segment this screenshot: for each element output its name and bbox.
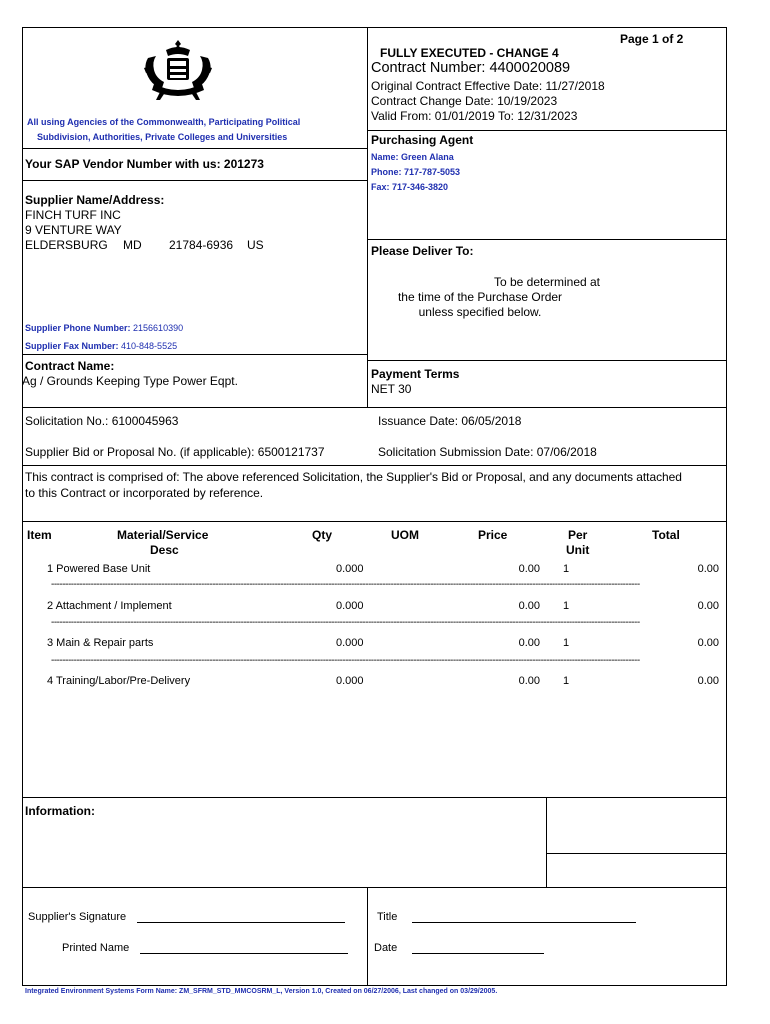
date-label: Date [374,942,398,954]
payment-terms-value: NET 30 [371,382,412,396]
agent-phone: Phone: 717-787-5053 [371,167,461,177]
supplier-country: US [247,238,264,252]
supplier-phone-label: Supplier Phone Number: [25,323,131,333]
solicitation-number: Solicitation No.: 6100045963 [25,414,179,428]
supplier-state: MD [123,238,142,252]
information-label: Information: [25,804,95,818]
supplier-fax-value: 410-848-5525 [121,341,178,351]
row-price: 0.00 [518,637,540,649]
row-per: 1 [563,637,570,649]
divider [22,797,727,798]
title-label: Title [377,911,398,923]
row-per: 1 [563,600,570,612]
divider [22,407,727,408]
supplier-phone [25,323,183,333]
deliver-line-2: the time of the Purchase Order [397,290,563,304]
row-price: 0.00 [518,563,540,575]
row-qty: 0.000 [336,637,364,649]
deliver-line-1: To be determined at [493,275,601,289]
row-total: 0.00 [697,600,719,612]
row-separator: ---------------------------------------------------------------------------------------------------------------------------------------------------------------------------------------------------------------- [51,656,640,666]
row-desc: 4 Training/Labor/Pre-Delivery [47,675,191,687]
divider [22,180,367,181]
row-total: 0.00 [697,563,719,575]
printed-name [62,942,348,954]
divider [546,797,547,887]
divider [22,354,367,355]
submission-date: Solicitation Submission Date: 07/06/2018 [378,445,597,459]
agent-name: Name: Green Alana [371,152,454,162]
date-field [374,942,544,954]
row-per: 1 [563,675,570,687]
agent-fax: Fax: 717-346-3820 [371,182,449,192]
title-field [377,911,636,923]
contract-change-date: Contract Change Date: 10/19/2023 [371,94,558,108]
row-total: 0.00 [697,675,719,687]
col-qty: Qty [312,528,333,542]
contract-status: FULLY EXECUTED - CHANGE 4 [380,46,559,60]
signature-line[interactable] [137,911,345,923]
deliver-title: Please Deliver To: [371,244,474,258]
vendor-number: Your SAP Vendor Number with us: 201273 [25,157,264,171]
divider [22,521,727,522]
title-line[interactable] [412,911,636,923]
supplier-city: ELDERSBURG [25,238,108,252]
row-qty: 0.000 [336,675,364,687]
printed-name-label: Printed Name [62,942,130,954]
row-separator: ---------------------------------------------------------------------------------------------------------------------------------------------------------------------------------------------------------------- [51,580,640,590]
footer-form-name: Integrated Environment Systems Form Name: ZM_SFRM_STD_MMCOSRM_L, Version 1.0, Created on 06/27/2006, Last changed on 03/29/2005. [25,988,498,995]
row-desc: 2 Attachment / Implement [47,600,172,612]
divider [367,887,368,986]
row-price: 0.00 [518,600,540,612]
purchasing-agent-title: Purchasing Agent [371,133,474,147]
col-material: Material/Service [117,528,209,542]
col-item: Item [27,528,52,542]
deliver-line-3: unless specified below. [418,305,542,319]
divider [546,853,727,854]
col-price: Price [478,528,508,542]
row-qty: 0.000 [336,600,364,612]
comprised-text-2: to this Contract or incorporated by reference. [25,486,264,500]
divider [367,27,368,407]
row-total: 0.00 [697,637,719,649]
divider [367,130,727,131]
row-desc: 1 Powered Base Unit [47,563,151,575]
agencies-line-2: Subdivision, Authorities, Private Colleges and Universities [37,132,288,142]
row-per: 1 [563,563,570,575]
supplier-fax-label: Supplier Fax Number: [25,341,119,351]
row-price: 0.00 [518,675,540,687]
valid-range: Valid From: 01/01/2019 To: 12/31/2023 [371,109,578,123]
supplier-street: 9 VENTURE WAY [25,223,122,237]
payment-terms-title: Payment Terms [371,367,460,381]
col-total: Total [652,528,680,542]
divider [367,360,727,361]
row-qty: 0.000 [336,563,364,575]
signature-label: Supplier's Signature [28,911,127,923]
comprised-text-1: This contract is comprised of: The above referenced Solicitation, the Supplier's Bid or Proposal, and any documents attached [25,470,682,484]
divider [22,148,367,149]
divider [367,239,727,240]
original-effective-date: Original Contract Effective Date: 11/27/2018 [371,79,605,93]
divider [22,887,727,888]
col-uom: UOM [391,528,419,542]
printed-name-line[interactable] [140,942,348,954]
commonwealth-seal-icon [140,38,216,102]
row-separator: ---------------------------------------------------------------------------------------------------------------------------------------------------------------------------------------------------------------- [51,618,640,628]
row-desc: 3 Main & Repair parts [47,637,154,649]
supplier-signature [28,911,345,923]
supplier-zip: 21784-6936 [169,238,234,252]
contract-number: Contract Number: 4400020089 [371,60,571,76]
page-number: Page 1 of 2 [620,32,684,46]
col-per: Per [568,528,588,542]
col-per-unit: Unit [566,543,590,557]
contract-name-title: Contract Name: [25,359,115,373]
supplier-fax [25,341,177,351]
issuance-date: Issuance Date: 06/05/2018 [378,414,522,428]
bid-number: Supplier Bid or Proposal No. (if applicable): 6500121737 [25,445,325,459]
col-material-desc: Desc [150,543,179,557]
contract-name-value: Ag / Grounds Keeping Type Power Eqpt. [22,374,238,388]
divider [22,465,727,466]
supplier-title: Supplier Name/Address: [25,193,165,207]
agencies-line-1: All using Agencies of the Commonwealth, Participating Political [27,117,301,127]
date-line[interactable] [412,942,544,954]
supplier-name: FINCH TURF INC [25,208,121,222]
supplier-phone-value: 2156610390 [133,323,184,333]
